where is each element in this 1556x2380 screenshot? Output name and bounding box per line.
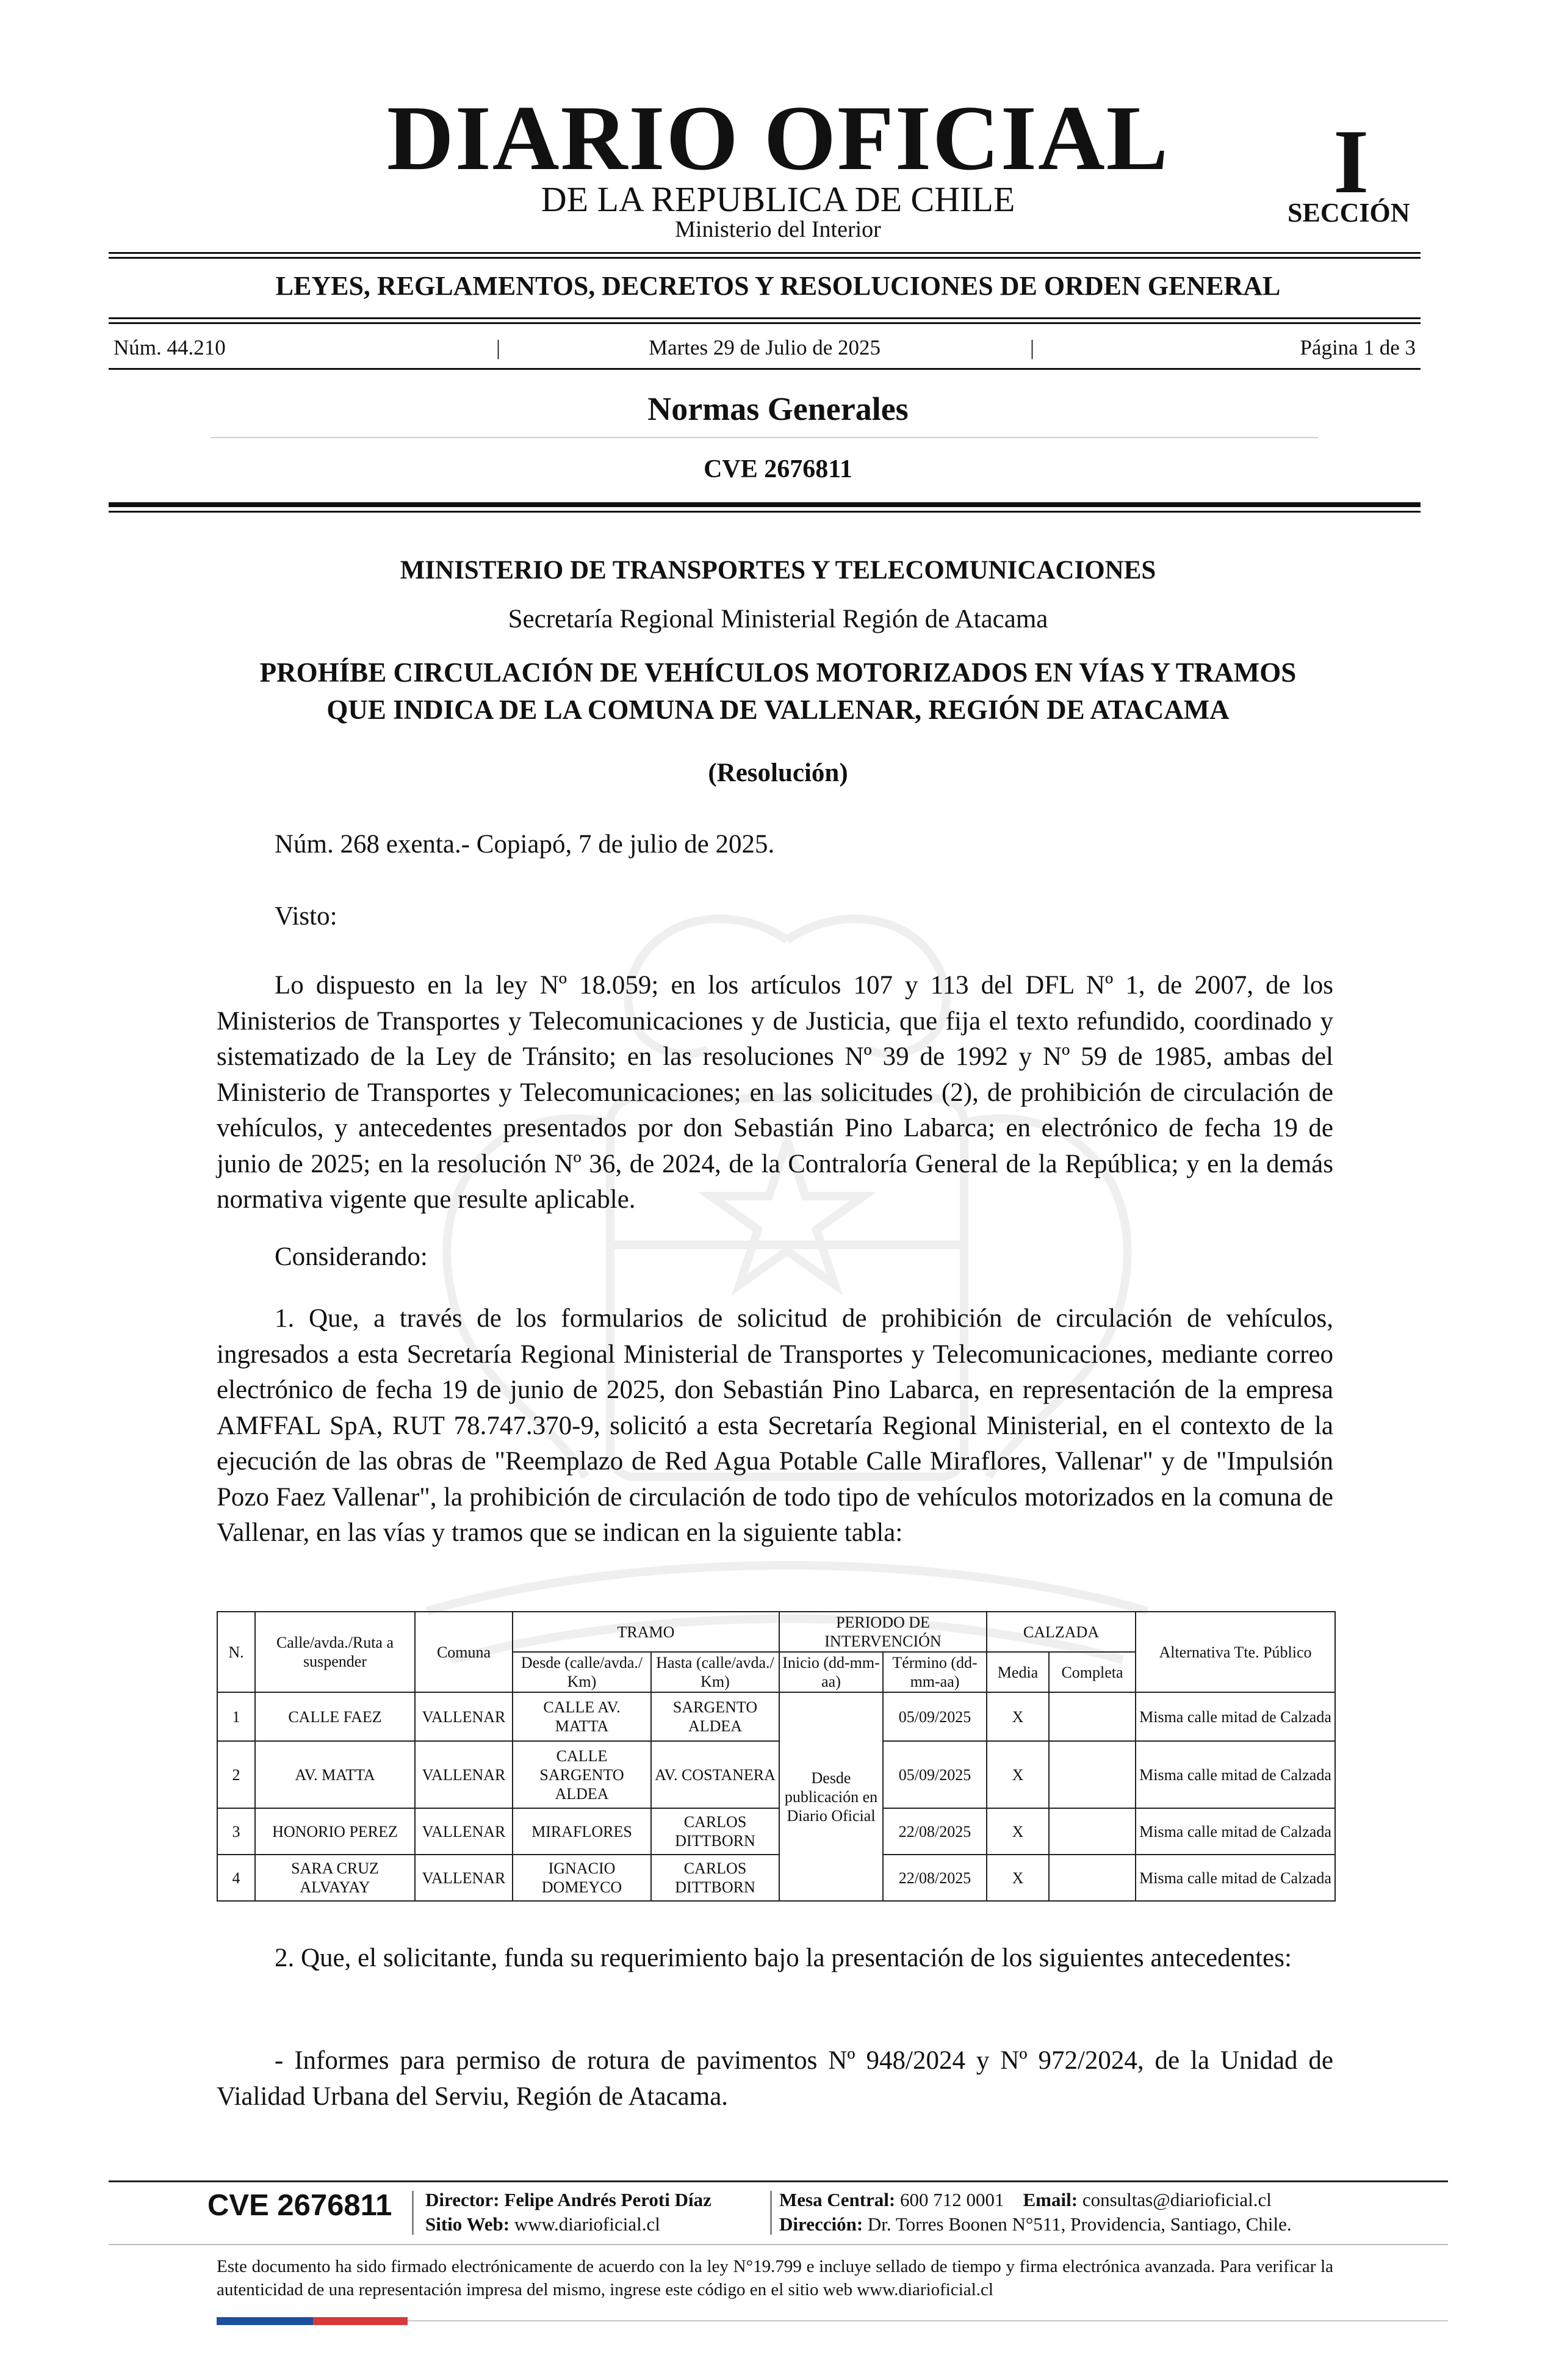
cell-termino: 22/08/2025 — [883, 1855, 987, 1901]
point-2-item-text: - Informes para permiso de rotura de pavimentos Nº 948/2024 y Nº 972/2024, de la Unidad de Vialidad Urbana del Serviu, Región de Atacama. — [217, 2046, 1333, 2111]
footer-director-block — [425, 2188, 711, 2237]
category-heading: LEYES, REGLAMENTOS, DECRETOS Y RESOLUCIONES DE ORDEN GENERAL — [275, 271, 1281, 301]
visto-paragraph — [217, 968, 1333, 1218]
header-calle: Calle/avda./Ruta a suspender — [255, 1612, 415, 1692]
resolution-number-line: Núm. 268 exenta.- Copiapó, 7 de julio de 2025. — [275, 830, 775, 859]
cell-calle: CALLE FAEZ — [255, 1692, 415, 1741]
table-header-row — [217, 1612, 1335, 1652]
cell-desde: CALLE AV. MATTA — [513, 1692, 651, 1741]
cell-comuna: VALLENAR — [415, 1692, 513, 1741]
secretaria-heading: Secretaría Regional Ministerial Región de Atacama — [508, 605, 1048, 633]
issue-number: Núm. 44.210 — [113, 336, 226, 359]
resolution-title — [0, 654, 1556, 729]
cell-n: 3 — [217, 1808, 255, 1855]
cve-code: CVE 2676811 — [704, 455, 852, 483]
issue-date: Martes 29 de Julio de 2025 — [648, 336, 881, 359]
mesa-phone: 600 712 0001 — [900, 2189, 1004, 2210]
table-row — [217, 1855, 1335, 1901]
point-1-text: 1. Que, a través de los formularios de solicitud de prohibición de circulación de vehículos, ingresados a esta Secretaría Regional Ministerial de Transportes y Telecomunicaciones, mediante correo electrónico de fecha 19 de junio de 2025, don Sebastián Pino Labarca, en representación de la empresa AMFFAL SpA, RUT 78.747.370-9, solicitó a esta Secretaría Regional Ministerial, en el contexto de la ejecución de las obras de "Reemplazo de Red Agua Potable Calle Miraflores, Vallenar" y de "Impulsión Pozo Faez Vallenar", la prohibición de circulación de todo tipo de vehículos motorizados en la comuna de Vallenar, en las vías y tramos que se indican en la siguiente tabla: — [217, 1304, 1333, 1547]
visto-text: Lo dispuesto en la ley Nº 18.059; en los artículos 107 y 113 del DFL Nº 1, de 2007, de los Ministerios de Transportes y Telecomunicaciones y de Justicia, que fija el texto refundido, coordinado y sistematizado de la Ley de Tránsito; en las resoluciones Nº 39 de 1992 y Nº 59 de 1985, ambas del Ministerio de Transportes y Telecomunicaciones; en las solicitudes (2), de prohibición de circulación de vehículos, y antecedentes presentados por don Sebastián Pino Labarca; en electrónico de fecha 19 de junio de 2025; en la resolución Nº 36, de 2024, de la Contraloría General de la República; y en la demás normativa vigente que resulte aplicable. — [217, 971, 1333, 1214]
cell-comuna: VALLENAR — [415, 1741, 513, 1808]
header-n: N. — [217, 1612, 255, 1692]
cell-hasta: CARLOS DITTBORN — [651, 1855, 779, 1901]
point-2-paragraph — [217, 1941, 1333, 1977]
table-row — [217, 1741, 1335, 1808]
header-tramo: TRAMO — [513, 1612, 779, 1652]
section-rule-thin — [109, 511, 1421, 513]
header-media: Media — [987, 1652, 1049, 1692]
page-indicator: Página 1 de 3 — [1300, 336, 1416, 359]
header-completa: Completa — [1049, 1652, 1136, 1692]
site-link[interactable]: www.diarioficial.cl — [514, 2213, 660, 2235]
resolution-type: (Resolución) — [708, 759, 848, 787]
cell-comuna: VALLENAR — [415, 1808, 513, 1855]
director-name: Felipe Andrés Peroti Díaz — [504, 2189, 711, 2210]
cell-alternativa: Misma calle mitad de Calzada — [1136, 1741, 1335, 1808]
road-segments-table — [217, 1611, 1336, 1902]
cell-hasta: SARGENTO ALDEA — [651, 1692, 779, 1741]
cell-alternativa: Misma calle mitad de Calzada — [1136, 1808, 1335, 1855]
ministry-heading: MINISTERIO DE TRANSPORTES Y TELECOMUNICACIONES — [400, 556, 1156, 585]
cell-calle: AV. MATTA — [255, 1741, 415, 1808]
cell-desde: MIRAFLORES — [513, 1808, 651, 1855]
cell-media: X — [987, 1741, 1049, 1808]
header-comuna: Comuna — [415, 1612, 513, 1692]
header-periodo: PERIODO DE INTERVENCIÓN — [779, 1612, 987, 1652]
direccion-label: Dirección: — [779, 2213, 863, 2235]
cell-n: 1 — [217, 1692, 255, 1741]
cell-alternativa: Misma calle mitad de Calzada — [1136, 1855, 1335, 1901]
cell-inicio-shared: Desde publicación en Diario Oficial — [779, 1692, 883, 1901]
header-rule-mid-2 — [109, 322, 1421, 324]
header-rule-top-1 — [109, 252, 1421, 254]
header-rule-mid-1 — [109, 317, 1421, 319]
visto-label: Visto: — [275, 902, 337, 931]
footer-rule-top — [109, 2180, 1448, 2182]
cell-n: 4 — [217, 1855, 255, 1901]
footer-cve-code: CVE 2676811 — [207, 2189, 392, 2222]
flag-stripe-blue — [217, 2317, 313, 2325]
director-label: Director: — [425, 2189, 500, 2210]
section-label: SECCIÓN — [1288, 198, 1410, 228]
email-link[interactable]: consultas@diarioficial.cl — [1082, 2189, 1272, 2210]
cell-desde: IGNACIO DOMEYCO — [513, 1855, 651, 1901]
cell-termino: 05/09/2025 — [883, 1741, 987, 1808]
info-rule — [109, 368, 1421, 370]
email-label: Email: — [1023, 2189, 1078, 2210]
resolution-title-line: QUE INDICA DE LA COMUNA DE VALLENAR, REGIÓN DE ATACAMA — [326, 694, 1230, 725]
issue-info-row — [109, 337, 1421, 367]
section-underline — [211, 437, 1318, 438]
footer-contact-block — [779, 2188, 1292, 2237]
direccion-text: Dr. Torres Boonen N°511, Providencia, Santiago, Chile. — [867, 2213, 1292, 2235]
header-alternativa: Alternativa Tte. Público — [1136, 1612, 1335, 1692]
info-separator: | — [1030, 336, 1035, 359]
cell-termino: 05/09/2025 — [883, 1692, 987, 1741]
cell-termino: 22/08/2025 — [883, 1808, 987, 1855]
cell-media: X — [987, 1692, 1049, 1741]
cell-n: 2 — [217, 1741, 255, 1808]
header-inicio: Inicio (dd-mm-aa) — [779, 1652, 883, 1692]
cell-hasta: AV. COSTANERA — [651, 1741, 779, 1808]
masthead-subtitle: DE LA REPUBLICA DE CHILE — [541, 179, 1015, 219]
point-2-text: 2. Que, el solicitante, funda su requerimiento bajo la presentación de los siguientes antecedentes: — [275, 1944, 1292, 1972]
cell-calle: HONORIO PEREZ — [255, 1808, 415, 1855]
header-rule-top-2 — [109, 257, 1421, 259]
cell-completa — [1049, 1741, 1136, 1808]
cell-alternativa: Misma calle mitad de Calzada — [1136, 1692, 1335, 1741]
cell-media: X — [987, 1855, 1049, 1901]
footer-rule-mid — [109, 2244, 1448, 2245]
cell-desde: CALLE SARGENTO ALDEA — [513, 1741, 651, 1808]
header-calzada: CALZADA — [987, 1612, 1136, 1652]
flag-stripe-red — [313, 2317, 408, 2325]
cell-calle: SARA CRUZ ALVAYAY — [255, 1855, 415, 1901]
considerando-label: Considerando: — [275, 1242, 428, 1271]
info-separator: | — [496, 336, 501, 359]
footer-separator — [412, 2191, 414, 2235]
site-label: Sitio Web: — [425, 2213, 510, 2235]
point-1-paragraph — [217, 1301, 1333, 1551]
masthead-title: DIARIO OFICIAL — [386, 87, 1170, 189]
mesa-label: Mesa Central: — [779, 2189, 896, 2210]
cell-hasta: CARLOS DITTBORN — [651, 1808, 779, 1855]
section-title: Normas Generales — [647, 391, 909, 427]
header-hasta: Hasta (calle/avda./ Km) — [651, 1652, 779, 1692]
masthead-ministry: Ministerio del Interior — [675, 217, 881, 242]
header-desde: Desde (calle/avda./ Km) — [513, 1652, 651, 1692]
point-2-item-paragraph — [217, 2043, 1333, 2115]
cell-completa — [1049, 1855, 1136, 1901]
table-row — [217, 1692, 1335, 1741]
cell-completa — [1049, 1808, 1136, 1855]
cell-completa — [1049, 1692, 1136, 1741]
table-row — [217, 1808, 1335, 1855]
footer-signature-note: Este documento ha sido firmado electrónicamente de acuerdo con la ley N°19.799 e incluye sellado de tiempo y firma electrónica avanzada. Para verificar la autenticidad de una representación impresa del mismo, ingrese este código en el sitio web www.diarioficial.cl — [217, 2257, 1333, 2299]
footer-separator — [770, 2191, 772, 2235]
section-roman-numeral: I — [1333, 111, 1369, 212]
flag-stripe-line — [408, 2320, 1448, 2321]
cell-media: X — [987, 1808, 1049, 1855]
resolution-title-line: PROHÍBE CIRCULACIÓN DE VEHÍCULOS MOTORIZADOS EN VÍAS Y TRAMOS — [259, 657, 1297, 688]
header-termino: Término (dd-mm-aa) — [883, 1652, 987, 1692]
section-rule-thick — [109, 502, 1421, 507]
cell-comuna: VALLENAR — [415, 1855, 513, 1901]
